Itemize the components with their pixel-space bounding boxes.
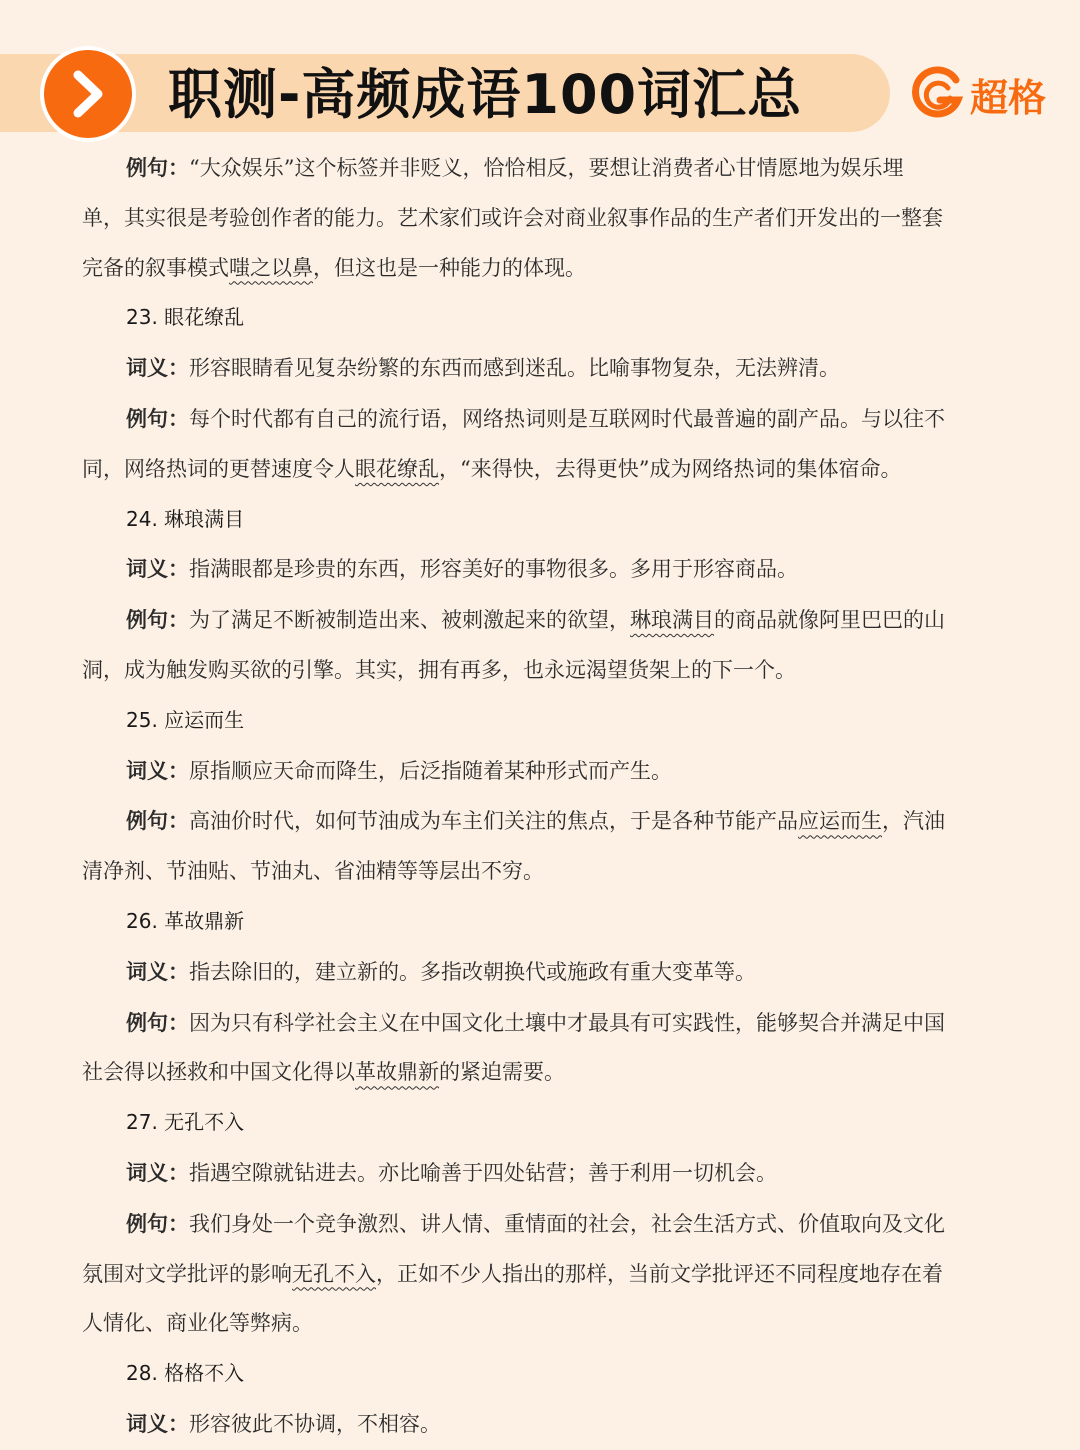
text-segment: ，“来得快，去得更快”成为网络热词的集体宿命。	[439, 456, 902, 481]
text-segment: 完备的叙事模式	[82, 255, 229, 280]
example-label: 例句：	[126, 1009, 189, 1035]
text-line	[82, 1250, 994, 1300]
text-segment: 单，其实很是考验创作者的能力。艺术家们或许会对商业叙事作品的生产者们开发出的一整套	[82, 205, 943, 230]
text-segment: 原指顺应天命而降生，后泛指随着某种形式而产生。	[189, 758, 672, 783]
idiom-highlight: 琳琅满目	[630, 608, 714, 633]
text-line	[82, 646, 994, 696]
text-line	[82, 194, 994, 244]
idiom-highlight: 革故鼎新	[355, 1060, 439, 1085]
text-segment: 高油价时代，如何节油成为车主们关注的焦点，于是各种节能产品	[189, 809, 798, 834]
article-body	[82, 143, 994, 1450]
example-line	[82, 595, 994, 646]
text-segment: 因为只有科学社会主义在中国文化土壤中才最具有可实践性，能够契合并满足中国	[189, 1010, 945, 1035]
text-segment: 的商品就像阿里巴巴的山	[714, 608, 945, 633]
text-line	[82, 1299, 994, 1349]
text-line	[82, 244, 994, 294]
meaning-label: 词义：	[126, 958, 189, 984]
text-segment: 每个时代都有自己的流行语，网络热词则是互联网时代最普遍的副产品。与以往不	[189, 406, 945, 431]
text-segment: 社会得以拯救和中国文化得以	[82, 1060, 355, 1085]
meaning-label: 词义：	[126, 1410, 189, 1436]
example-label: 例句：	[126, 155, 189, 180]
idiom-heading: 26. 革故鼎新	[126, 908, 245, 933]
meaning-label: 词义：	[126, 556, 189, 582]
example-line	[82, 394, 994, 445]
text-line	[82, 445, 994, 495]
text-segment: ，但这也是一种能力的体现。	[313, 255, 586, 280]
text-segment: 指去除旧的，建立新的。多指改朝换代或施政有重大变革等。	[189, 959, 756, 984]
nav-button[interactable]	[40, 46, 136, 142]
text-segment: ，正如不少人指出的那样，当前文学批评还不同程度地存在着	[376, 1261, 943, 1286]
meaning-label: 词义：	[126, 1159, 189, 1185]
text-segment: 人情化、商业化等弊病。	[82, 1311, 313, 1336]
text-segment: 指遇空隙就钻进去。亦比喻善于四处钻营；善于利用一切机会。	[189, 1160, 777, 1185]
idiom-highlight: 嗤之以鼻	[229, 255, 313, 280]
text-segment: 同，网络热词的更替速度令人	[82, 456, 355, 481]
brand-logo	[910, 64, 1046, 124]
idiom-heading: 25. 应运而生	[126, 707, 245, 732]
chevron-right-icon	[66, 69, 110, 119]
text-segment: 指满眼都是珍贵的东西，形容美好的事物很多。多用于形容商品。	[189, 557, 798, 582]
example-label: 例句：	[126, 808, 189, 834]
idiom-heading: 27. 无孔不入	[126, 1110, 245, 1135]
idiom-highlight: 眼花缭乱	[355, 456, 439, 481]
meaning-label: 词义：	[126, 757, 189, 783]
example-label: 例句：	[126, 1210, 189, 1236]
meaning-label: 词义：	[126, 355, 189, 381]
example-label: 例句：	[126, 405, 189, 431]
example-line	[82, 143, 994, 194]
text-segment: 的紧迫需要。	[439, 1060, 565, 1085]
example-line	[82, 1199, 994, 1250]
header-banner	[0, 0, 1080, 150]
text-segment: 氛围对文学批评的影响	[82, 1261, 292, 1286]
text-line	[82, 847, 994, 897]
text-line	[82, 1048, 994, 1098]
meaning-line	[82, 1399, 994, 1450]
example-line	[82, 998, 994, 1049]
text-segment: 为了满足不断被制造出来、被刺激起来的欲望，	[189, 608, 630, 633]
meaning-line	[82, 746, 994, 797]
idiom-heading: 28. 格格不入	[126, 1361, 245, 1386]
idiom-heading: 23. 眼花缭乱	[126, 305, 245, 330]
idiom-highlight: 无孔不入	[292, 1261, 376, 1286]
text-segment: 形容彼此不协调，不相容。	[189, 1411, 441, 1436]
meaning-line	[82, 947, 994, 998]
text-segment: 清净剂、节油贴、节油丸、省油精等等层出不穷。	[82, 859, 544, 884]
page-title: 职测-高频成语100词汇总	[168, 63, 803, 126]
meaning-line	[82, 343, 994, 394]
text-segment: 我们身处一个竞争激烈、讲人情、重情面的社会，社会生活方式、价值取向及文化	[189, 1211, 945, 1236]
text-segment: “大众娱乐”这个标签并非贬义，恰恰相反，要想让消费者心甘情愿地为娱乐埋	[189, 156, 904, 180]
text-segment: 形容眼睛看见复杂纷繁的东西而感到迷乱。比喻事物复杂，无法辨清。	[189, 356, 840, 381]
text-segment: ，汽油	[882, 809, 945, 834]
meaning-line	[82, 1148, 994, 1199]
example-label: 例句：	[126, 607, 189, 633]
brand-name: 超格	[970, 75, 1047, 120]
idiom-highlight: 应运而生	[798, 809, 882, 834]
brand-logo-icon	[910, 66, 966, 122]
text-segment: 洞，成为触发购买欲的引擎。其实，拥有再多，也永远渴望货架上的下一个。	[82, 657, 796, 682]
idiom-heading: 24. 琳琅满目	[126, 506, 245, 531]
meaning-line	[82, 544, 994, 595]
example-line	[82, 796, 994, 847]
